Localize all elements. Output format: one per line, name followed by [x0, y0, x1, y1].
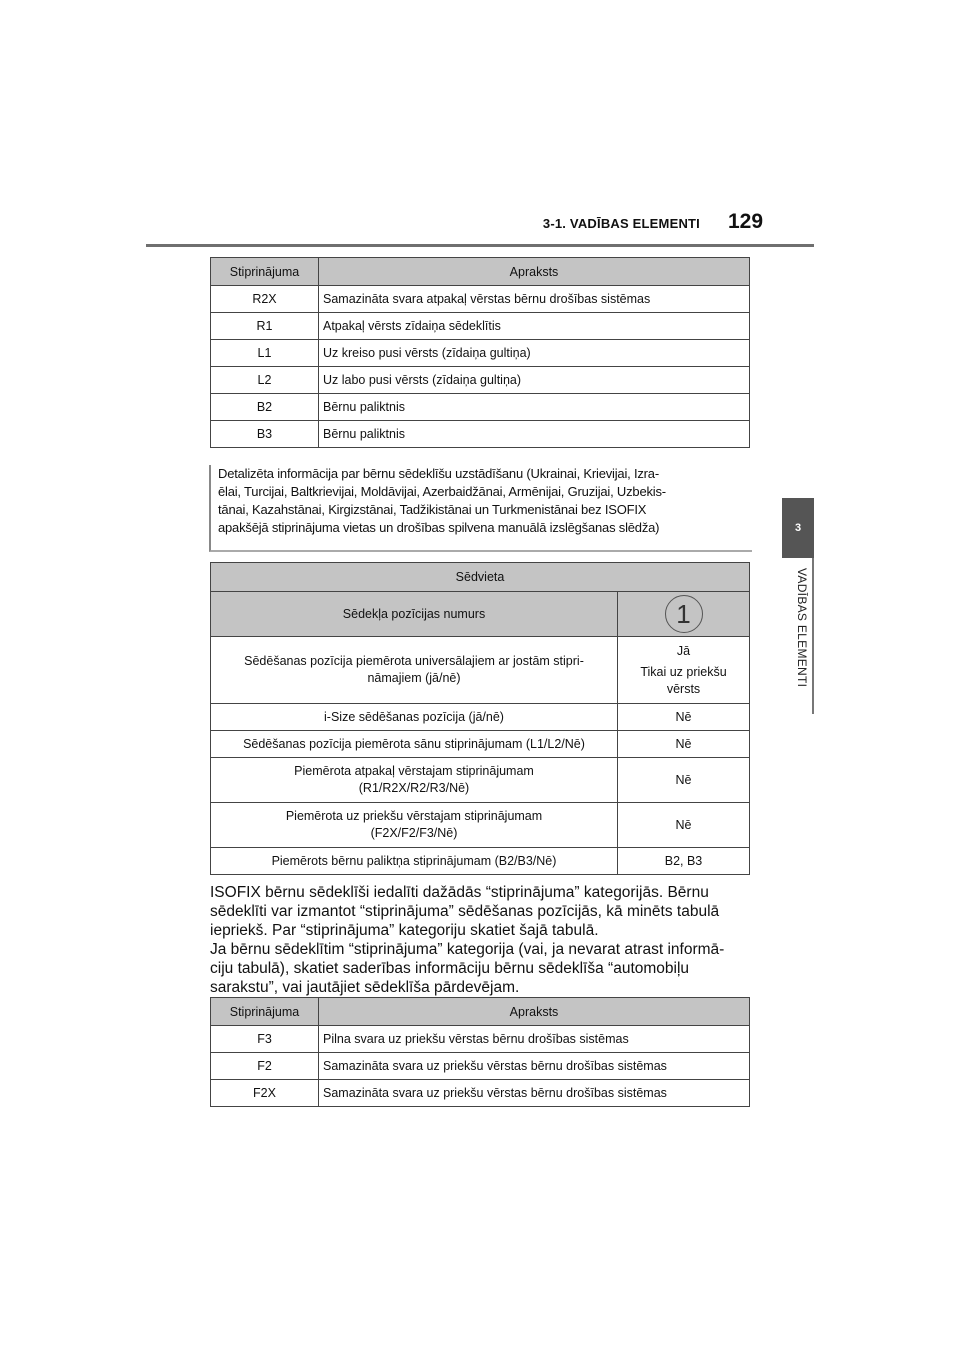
- anchorage-code: F2: [211, 1053, 319, 1080]
- anchorage-description: Uz labo pusi vērsts (zīdaiņa gultiņa): [319, 367, 750, 394]
- body-line: ISOFIX bērnu sēdeklīši iedalīti dažādās “stiprinājuma” kategorijās. Bērnu: [210, 884, 709, 901]
- anchorage-description: Uz kreiso pusi vērsts (zīdaiņa gultiņa): [319, 340, 750, 367]
- seat-value: [618, 704, 750, 731]
- header-divider: [146, 244, 814, 247]
- criterion-line: Piemērots bērnu paliktņa stiprinājumam (B2/B3/Nē): [271, 853, 557, 868]
- seat-criterion: [211, 848, 618, 875]
- seat-criterion: [211, 637, 618, 704]
- seat-value: [618, 637, 750, 704]
- info-note: [209, 465, 752, 552]
- table-row: [211, 1080, 750, 1107]
- seat-value: [618, 848, 750, 875]
- table-header-row: [211, 258, 750, 286]
- anchorage-code: B2: [211, 394, 319, 421]
- body-line: Ja bērnu sēdeklītim “stiprinājuma” kategorija (vai, ja nevarat atrast informā-: [210, 941, 725, 958]
- seat-value: [618, 803, 750, 848]
- table-row: [211, 367, 750, 394]
- table-row: [211, 313, 750, 340]
- table-row: [211, 421, 750, 448]
- column-header: Stiprinājuma: [211, 258, 319, 286]
- seating-position-table: [210, 562, 750, 875]
- table-header-row: [211, 998, 750, 1026]
- body-line: ciju tabulā), skatiet saderības informāciju bērnu sēdeklīša “automobiļu: [210, 960, 690, 977]
- seat-header: Sēdvieta: [211, 563, 750, 592]
- seat-position-number: 1: [665, 595, 703, 633]
- anchorage-code: B3: [211, 421, 319, 448]
- anchorage-code: L2: [211, 367, 319, 394]
- value-line: B2, B3: [664, 853, 703, 868]
- column-header: Apraksts: [319, 258, 750, 286]
- seat-criterion: [211, 758, 618, 803]
- chapter-label: VADĪBAS ELEMENTI: [795, 568, 809, 688]
- seat-position-row: [211, 592, 750, 637]
- value-line: Jā: [676, 643, 691, 658]
- table-row: [211, 704, 750, 731]
- table-row: [211, 731, 750, 758]
- value-line: Nē: [675, 772, 692, 787]
- criterion-line: Piemērota atpakaļ vērstajam stiprinājumam: [294, 764, 534, 778]
- anchorage-description: Samazināta svara uz priekšu vērstas bērnu drošības sistēmas: [319, 1053, 750, 1080]
- table-row: [211, 286, 750, 313]
- value-line: Nē: [675, 709, 692, 724]
- criterion-line: Sēdēšanas pozīcija piemērota universālajiem ar jostām stipri-: [244, 654, 584, 668]
- table-row: [211, 1026, 750, 1053]
- body-line: sēdeklīti var izmantot “stiprinājuma” sēdēšanas pozīcijās, kā minēts tabulā: [210, 903, 720, 920]
- section-title: 3-1. VADĪBAS ELEMENTI: [542, 216, 700, 231]
- table-row: [211, 637, 750, 704]
- column-header: Apraksts: [319, 998, 750, 1026]
- seat-criterion: [211, 731, 618, 758]
- anchorage-code: R2X: [211, 286, 319, 313]
- anchorage-description: Pilna svara uz priekšu vērstas bērnu drošības sistēmas: [319, 1026, 750, 1053]
- note-line: tānai, Kazahstānai, Kirgizstānai, Tadžikistānai un Turkmenistānai bez ISOFIX: [218, 502, 647, 517]
- anchorage-description: Bērnu paliktnis: [319, 394, 750, 421]
- criterion-line: i-Size sēdēšanas pozīcija (jā/nē): [324, 709, 504, 724]
- note-line: ēlai, Turcijai, Baltkrievijai, Moldāvijai, Azerbaidžānai, Armēnijai, Gruzijai, Uzbekis-: [218, 484, 666, 499]
- table-row: [211, 848, 750, 875]
- column-header: Stiprinājuma: [211, 998, 319, 1026]
- table-row: [211, 1053, 750, 1080]
- chapter-number: 3: [794, 522, 802, 534]
- anchorage-description: Atpakaļ vērsts zīdaiņa sēdeklītis: [319, 313, 750, 340]
- value-line: Tikai uz priekšu: [640, 664, 727, 679]
- criterion-line: (F2X/F2/F3/Nē): [370, 826, 458, 840]
- chapter-tab: [782, 498, 814, 558]
- value-line: Nē: [675, 817, 692, 832]
- seat-position-label: Sēdekļa pozīcijas numurs: [211, 592, 618, 637]
- criterion-line: nāmajiem (jā/nē): [367, 671, 461, 685]
- note-line: Detalizēta informācija par bērnu sēdeklīšu uzstādīšanu (Ukrainai, Krievijai, Izra-: [218, 466, 659, 481]
- body-line: iepriekš. Par “stiprinājuma” kategoriju skatiet šajā tabulā.: [210, 922, 599, 939]
- anchorage-description: Samazināta svara uz priekšu vērstas bērnu drošības sistēmas: [319, 1080, 750, 1107]
- criterion-line: Sēdēšanas pozīcija piemērota sānu stiprinājumam (L1/L2/Nē): [243, 736, 585, 751]
- body-line: sarakstu”, vai jautājiet sēdeklīša pārdevējam.: [210, 979, 520, 996]
- anchorage-code: L1: [211, 340, 319, 367]
- body-paragraph: [210, 883, 770, 997]
- seat-value: [618, 731, 750, 758]
- anchorage-code: R1: [211, 313, 319, 340]
- chapter-tab-rule: [812, 558, 814, 714]
- value-line: vērsts: [666, 681, 701, 696]
- seat-criterion: [211, 704, 618, 731]
- seat-position-cell: [618, 592, 750, 637]
- anchorage-table-forward: [210, 997, 750, 1107]
- anchorage-description: Samazināta svara atpakaļ vērstas bērnu drošības sistēmas: [319, 286, 750, 313]
- note-line: apakšējā stiprinājuma vietas un drošības spilvena manuālā izslēgšanas slēdža): [218, 520, 660, 535]
- table-row: [211, 340, 750, 367]
- seat-value: [618, 758, 750, 803]
- table-row: [211, 803, 750, 848]
- value-line: Nē: [675, 736, 692, 751]
- anchorage-code: F2X: [211, 1080, 319, 1107]
- anchorage-description: Bērnu paliktnis: [319, 421, 750, 448]
- table-row: [211, 758, 750, 803]
- page-number: 129: [728, 210, 764, 233]
- seat-header-row: [211, 563, 750, 592]
- table-row: [211, 394, 750, 421]
- criterion-line: Piemērota uz priekšu vērstajam stiprinājumam: [285, 809, 543, 823]
- criterion-line: (R1/R2X/R2/R3/Nē): [358, 781, 470, 795]
- anchorage-code: F3: [211, 1026, 319, 1053]
- seat-criterion: [211, 803, 618, 848]
- anchorage-table-rear: [210, 257, 750, 448]
